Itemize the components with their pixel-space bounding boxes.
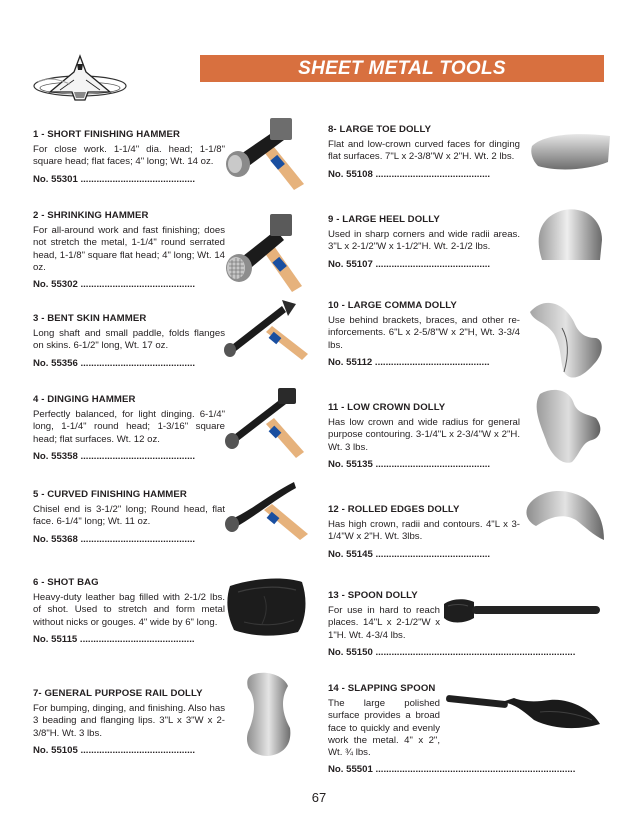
product-title: 5 - CURVED FINISHING HAMMER [33,489,187,500]
part-number: No. 55501 ........................................................................... [328,764,576,776]
spoon-dolly-image [440,596,602,630]
part-number: No. 55145 ........................................... [328,548,491,560]
product-item-3 [33,313,225,370]
product-title: 4 - DINGING HAMMER [33,394,136,405]
product-description: Used in sharp corners and wide radii areas. 3"L x 2-1/2"W x 1-1/2"H. Wt. 2-1/2 lbs. [328,229,520,253]
product-title: 9 - LARGE HEEL DOLLY [328,214,440,225]
dinging-hammer-image [222,386,312,462]
product-item-5 [33,489,225,546]
product-item-1 [33,129,225,186]
rail-dolly-image [238,670,298,758]
bent-skin-hammer-image [222,298,312,364]
product-description: The large polished surface provides a broad face to quickly and evenly work the metal. 4" x 2", Wt. ¾ lbs. [328,698,440,759]
product-description: Heavy-duty leather bag filled with 2-1/2 lbs. of shot. Used to stretch and form metal without nicks or gouges. 4" wide by 6" long. [33,592,225,628]
product-description: Flat and low-crown curved faces for dinging flat surfaces. 7"L x 2-3/8"W x 2"H. Wt. 2 lbs. [328,139,520,163]
product-description: For close work. 1-1/4" dia. head; 1-1/8" square head; flat faces; 4" long; Wt. 14 oz. [33,144,225,168]
large-heel-dolly-image [530,206,606,264]
part-number: No. 55105 ........................................... [33,744,196,756]
product-item-14 [328,683,576,776]
product-item-11 [328,402,520,471]
product-title: 6 - SHOT BAG [33,577,99,588]
product-description: Perfectly balanced, for light dinging. 6-1/4" long, 1-1/4" round head; 1-3/16" square head; flat surfaces. Wt. 12 oz. [33,409,225,445]
short-finishing-hammer-image [224,112,310,194]
low-crown-dolly-image [530,384,606,466]
product-title: 11 - LOW CROWN DOLLY [328,402,446,413]
product-item-4 [33,394,225,463]
part-number: No. 55115 ........................................... [33,633,195,645]
part-number: No. 55150 ........................................................................... [328,646,576,658]
part-number: No. 55358 ........................................... [33,450,196,462]
product-description: Has high crown, radii and contours. 4"L x 3-1/4"W x 2"H. Wt. 3lbs. [328,519,520,543]
product-item-13 [328,590,576,659]
product-description: Use behind brackets, braces, and other re-inforcements. 6"L x 2-5/8"W x 2"H, Wt. 3-3/4 lbs. [328,315,520,351]
product-title: 14 - SLAPPING SPOON [328,683,436,694]
part-number: No. 55135 ........................................... [328,458,491,470]
product-title: 1 - SHORT FINISHING HAMMER [33,129,181,140]
product-description: For all-around work and fast finishing; does not stretch the metal, 1-1/4" round serrated head, 1-1/8" square flat head; 4" long; Wt. 14 oz. [33,225,225,273]
shot-bag-image [224,576,310,638]
product-description: Has low crown and wide radius for general purpose contouring. 3-1/4"L x 2-3/4"W x 2"H. Wt. 3 lbs. [328,417,520,453]
product-item-2 [33,210,225,291]
part-number: No. 55301 ........................................... [33,173,196,185]
product-description: Long shaft and small paddle, folds flanges on skins. 6-1/2" long, Wt. 17 oz. [33,328,225,352]
product-title: 12 - ROLLED EDGES DOLLY [328,504,460,515]
part-number: No. 55356 ........................................... [33,357,196,369]
page-number: 67 [311,790,327,805]
curved-finishing-hammer-image [222,480,312,544]
slapping-spoon-image [442,686,604,740]
part-number: No. 55368 ........................................... [33,533,196,545]
part-number: No. 55107 ........................................... [328,258,491,270]
product-description: For use in hard to reach places. 14"L x 2-1/2"W x 1"H. Wt. 4-3/4 lbs. [328,605,440,641]
product-title: 2 - SHRINKING HAMMER [33,210,149,221]
product-item-8 [328,124,520,181]
product-title: 13 - SPOON DOLLY [328,590,418,601]
product-title: 8- LARGE TOE DOLLY [328,124,432,135]
space-shuttle-logo [30,52,130,107]
page-title: SHEET METAL TOOLS [200,55,604,82]
product-title: 10 - LARGE COMMA DOLLY [328,300,457,311]
product-item-12 [328,504,520,561]
product-description: Chisel end is 3-1/2" long; Round head, flat face. 6-1/4" long; Wt. 11 oz. [33,504,225,528]
rolled-edges-dolly-image [524,484,608,546]
shrinking-hammer-image [224,210,310,296]
product-item-10 [328,300,520,369]
product-item-6 [33,577,225,646]
product-item-7 [33,688,225,757]
product-item-9 [328,214,520,271]
large-toe-dolly-image [528,128,612,174]
part-number: No. 55302 ........................................... [33,279,196,291]
product-title: 7- GENERAL PURPOSE RAIL DOLLY [33,688,203,699]
part-number: No. 55112 ........................................... [328,356,490,368]
large-comma-dolly-image [524,292,608,384]
part-number: No. 55108 ........................................... [328,168,491,180]
product-description: For bumping, dinging, and finishing. Also has 3 beading and flanging lips. 3"L x 3"W x 2-3/8"H. Wt. 3 lbs. [33,703,225,739]
product-title: 3 - BENT SKIN HAMMER [33,313,147,324]
